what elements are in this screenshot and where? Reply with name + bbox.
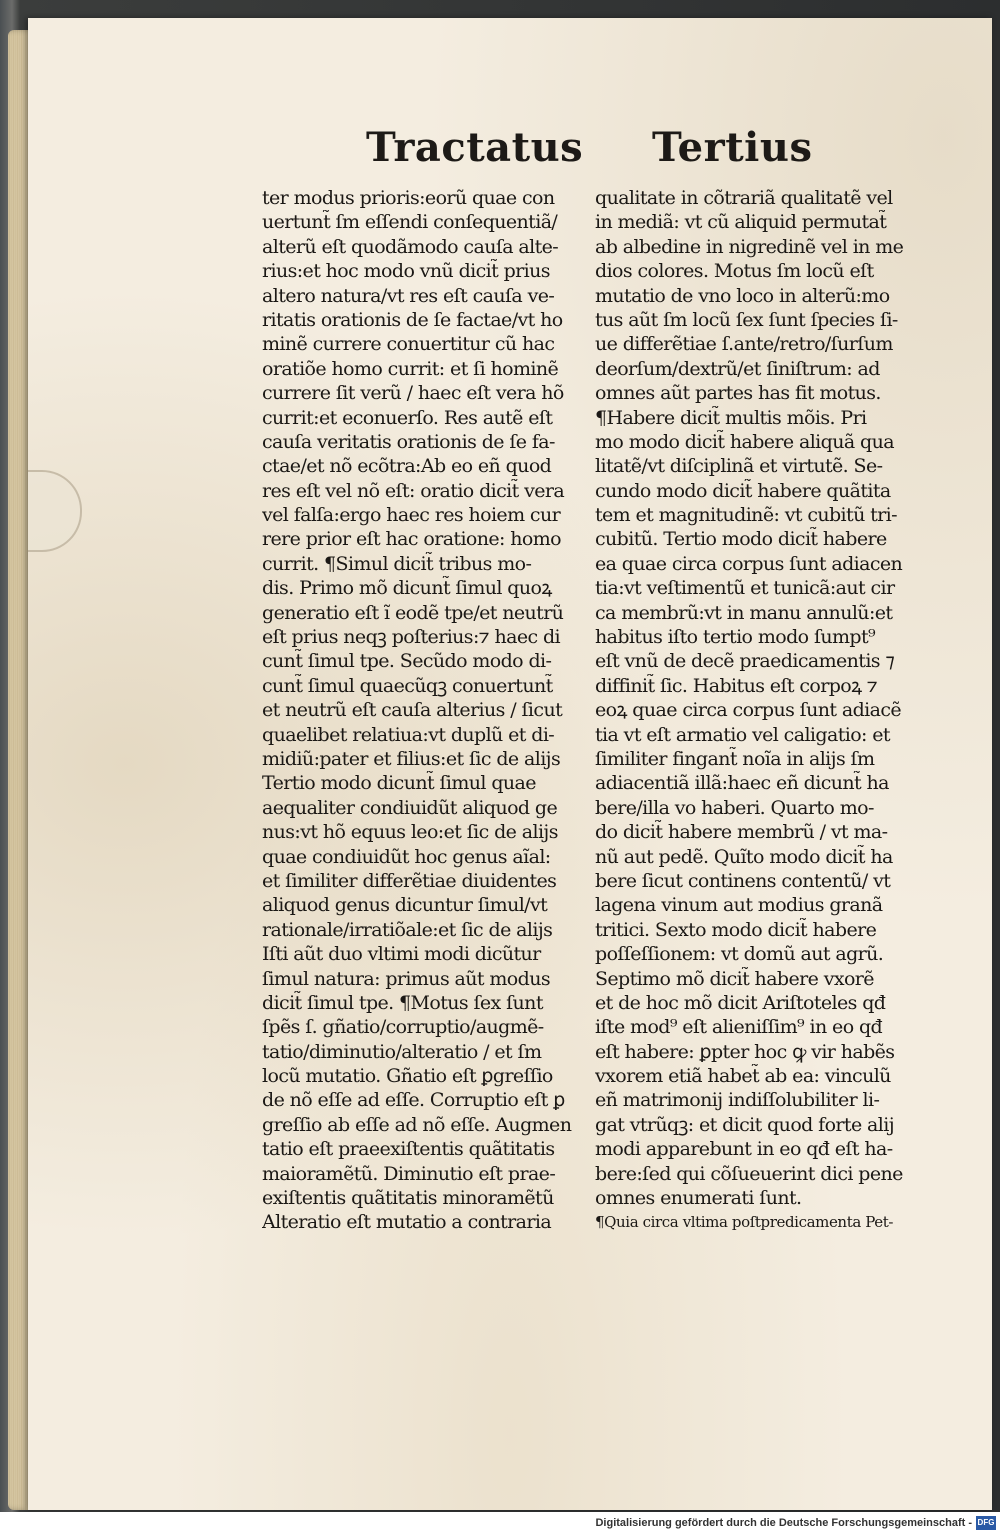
left-column-line: currit. ¶Simul dicit̃ tribus mo-: [262, 552, 532, 575]
right-column-line: Septimo mõ dicit̃ habere vxorẽ: [595, 967, 874, 990]
right-column-line: eſt vnũ de decẽ praedicamentis ⁊: [595, 650, 895, 673]
right-column-line: ¶Quia circa vltima poſtpredicamenta Pet-: [595, 1213, 894, 1232]
right-column-line: ea quae circa corpus ſunt adiacen: [595, 552, 903, 575]
left-column-line: ritatis orationis de ſe factae/vt ho: [262, 308, 563, 331]
left-column-line: uertunt̃ ſm eſſendi conſequentiã/: [262, 211, 558, 234]
left-column-line: et neutrũ eſt cauſa alterius / ſicut: [262, 699, 563, 722]
right-column-line: diffinit̃ ſic. Habitus eſt corpoꝝ ⁊: [595, 674, 878, 697]
left-column-line: generatio eſt ĩ eodẽ tpe/et neutrũ: [262, 601, 564, 624]
right-column-line: tritici. Sexto modo dicit̃ habere: [595, 918, 877, 941]
right-column-line: omnes aũt partes has fit motus.: [595, 382, 881, 405]
right-column-line: adiacentiã illã:haec eñ dicunt̃ ha: [595, 772, 889, 795]
right-column-line: cundo modo dicit̃ habere quãtita: [595, 479, 891, 502]
left-column-line: Alteratio eſt mutatio a contraria: [262, 1211, 552, 1234]
right-column-line: bere/illa vo haberi. Quarto mo-: [595, 796, 874, 819]
left-column-line: quaelibet relatiua:vt duplũ et di-: [262, 723, 555, 746]
left-column-line: ter modus prioris:eorũ quae con: [262, 187, 555, 209]
left-column-line: vel falſa:ergo haec res hoiem cur: [262, 504, 561, 527]
left-column-line: aliquod genus dicuntur ſimul/vt: [262, 894, 548, 917]
left-column-line: tatio eſt praeexiſtentis quãtitatis: [262, 1138, 555, 1161]
left-column-line: res eſt vel nõ eſt: oratio dicit̃ vera: [262, 479, 565, 502]
right-column-line: nũ aut pedẽ. Quĩto modo dicit̃ ha: [595, 845, 893, 868]
right-column-line: gat vtrũqꝫ: et dicit quod forte alij: [595, 1113, 895, 1136]
right-column-line: ca membrũ:vt in manu annulũ:et: [595, 601, 893, 624]
left-column-line: eſt prius neqꝫ poſterius:⁊ haec di: [262, 626, 560, 649]
left-column-line: minẽ currere conuertitur cũ hac: [262, 333, 555, 356]
left-column-line: tatio/diminutio/alteratio / et ſm: [262, 1040, 542, 1063]
right-column-line: in mediã: vt cũ aliquid permutat̃: [595, 211, 887, 234]
right-column-line: qualitate in cõtrariã qualitatẽ vel: [595, 187, 893, 209]
right-column-line: litatẽ/vt diſciplinã et virtutẽ. Se-: [595, 455, 883, 478]
right-column-line: bere:ſed qui cõſueuerint dici pene: [595, 1162, 903, 1185]
footer-credit: Digitalisierung gefördert durch die Deutsche Forschungsgemeinschaft -: [595, 1517, 972, 1529]
left-column-line: currit:et econuerſo. Res autẽ eſt: [262, 406, 553, 429]
right-column-line: tia:vt veſtimentũ et tunicã:aut cir: [595, 577, 895, 600]
right-column-line: tus aũt ſm locũ ſex ſunt ſpecies ſi-: [595, 308, 898, 331]
left-column-line: dicit̃ ſimul tpe. ¶Motus ſex ſunt: [262, 991, 543, 1014]
left-column-line: rius:et hoc modo vnũ dicit̃ prius: [262, 260, 550, 283]
left-column-line: ſpẽs ſ. gñatio/corruptio/augmẽ-: [262, 1016, 544, 1039]
left-column-line: greſſio ab eſſe ad nõ eſſe. Augmen: [262, 1113, 572, 1136]
left-column-line: dis. Primo mõ dicunt̃ ſimul quoꝝ: [262, 577, 552, 600]
right-column-line: ab albedine in nigredinẽ vel in me: [595, 235, 904, 258]
left-column-line: Iſti aũt duo vltimi modi dicũtur: [262, 943, 541, 966]
left-column-line: oratiõe homo currit: et ſi hominẽ: [262, 357, 559, 380]
left-column-line: quae condiuidũt hoc genus aĩal:: [262, 845, 551, 868]
left-column-line: rationale/irratiõale:et ſic de alijs: [262, 918, 553, 941]
right-column-line: ſimiliter fingant̃ noĩa in alijs ſm: [595, 747, 875, 770]
right-column-line: dios colores. Motus ſm locũ eſt: [595, 260, 874, 283]
dfg-logo: DFG: [976, 1516, 996, 1530]
footer-bar: [0, 1512, 1000, 1536]
left-column-line: locũ mutatio. Gñatio eſt ꝑgreſſio: [262, 1065, 553, 1088]
right-column-line: omnes enumerati ſunt.: [595, 1187, 802, 1210]
right-column-line: deorſum/dextrũ/et ſiniſtrum: ad: [595, 357, 880, 380]
text-column-right: [595, 186, 905, 1235]
right-column-line: poſſeſſionem: vt domũ aut agrũ.: [595, 943, 884, 966]
left-column-line: exiſtentis quãtitatis minoramẽtũ: [262, 1187, 554, 1210]
left-column-line: et ſimiliter differẽtiae diuidentes: [262, 869, 557, 892]
right-column-line: bere ſicut continens contentũ/ vt: [595, 869, 891, 892]
text-column-left: [262, 186, 572, 1235]
left-column-line: cunt̃ ſimul quaecũqꝫ conuertunt̃: [262, 674, 553, 697]
left-column-line: ſimul natura: primus aũt modus: [262, 967, 550, 990]
right-column-line: ¶Habere dicit̃ multis mõis. Pri: [595, 406, 867, 429]
left-column-line: aequaliter condiuidũt aliquod ge: [262, 796, 558, 819]
right-column-line: modi apparebunt in eo qđ eſt ha-: [595, 1138, 893, 1161]
left-column-line: currere ſit verũ / haec eſt vera hõ: [262, 382, 564, 405]
right-column-line: iſte mod⁹ eſt alieniſſim⁹ in eo qđ: [595, 1016, 883, 1039]
right-column-line: tem et magnitudinẽ: vt cubitũ tri-: [595, 504, 897, 527]
running-head-right: Tertius: [652, 124, 813, 171]
right-column-line: cubitũ. Tertio modo dicit̃ habere: [595, 528, 887, 551]
left-column-line: cauſa veritatis orationis de ſe fa-: [262, 430, 555, 453]
right-column-line: ue differẽtiae ſ.ante/retro/ſurſum: [595, 333, 893, 356]
left-column-line: midiũ:pater et filius:et ſic de alijs: [262, 747, 561, 770]
right-column-line: lagena vinum aut modius granã: [595, 894, 883, 917]
left-column-line: altero natura/vt res eſt cauſa ve-: [262, 284, 555, 307]
right-column-line: habitus iſto tertio modo ſumpt⁹: [595, 626, 876, 649]
right-column-line: eñ matrimonij indiſſolubiliter li-: [595, 1089, 880, 1112]
left-column-line: ctae/et nõ ecõtra:Ab eo eñ quod: [262, 455, 552, 478]
left-column-line: rere prior eſt hac oratione: homo: [262, 528, 562, 551]
right-column-line: vxorem etiã habet̃ ab ea: vinculũ: [595, 1065, 891, 1088]
running-head-left: Tractatus: [366, 124, 584, 171]
left-column-line: nus:vt hõ equus leo:et ſic de alijs: [262, 821, 558, 844]
left-column-line: Tertio modo dicunt̃ ſimul quae: [262, 772, 536, 795]
left-column-line: cunt̃ ſimul tpe. Secũdo modo di-: [262, 650, 552, 673]
left-column-line: de nõ eſſe ad eſſe. Corruptio eſt ꝑ: [262, 1089, 565, 1112]
right-column-line: eſt habere: ꝑpter hoc ꝙ vir habẽs: [595, 1040, 895, 1063]
right-column-line: tia vt eſt armatio vel caligatio: et: [595, 723, 890, 746]
right-column-line: do dicit̃ habere membrũ / vt ma-: [595, 821, 888, 844]
right-column-line: mo modo dicit̃ habere aliquã qua: [595, 430, 894, 453]
right-column-line: mutatio de vno loco in alterũ:mo: [595, 284, 890, 307]
left-column-line: alterũ eſt quodãmodo cauſa alte-: [262, 235, 559, 258]
right-column-line: et de hoc mõ dicit Ariſtoteles qđ: [595, 991, 886, 1014]
left-column-line: maioramẽtũ. Diminutio eſt prae-: [262, 1162, 556, 1185]
right-column-line: eoꝝ quae circa corpus ſunt adiacẽ: [595, 699, 902, 722]
